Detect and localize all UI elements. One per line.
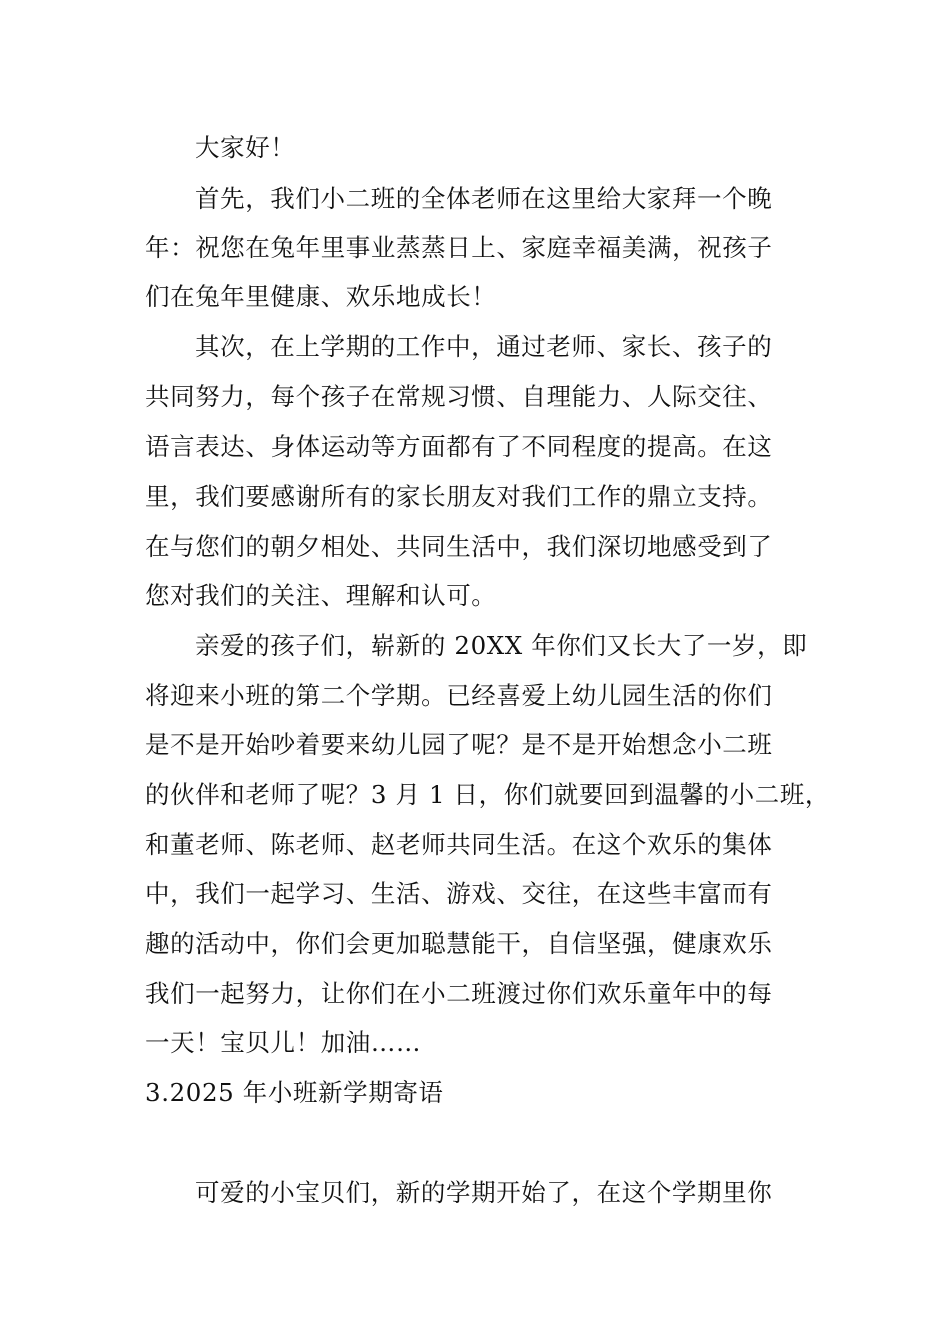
- paragraph-line: 是不是开始吵着要来幼儿园了呢？是不是开始想念小二班: [145, 730, 773, 759]
- paragraph-line: 其次，在上学期的工作中，通过老师、家长、孩子的: [195, 332, 773, 361]
- section-heading: 3.2025 年小班新学期寄语: [145, 1078, 444, 1107]
- paragraph-line: 们在兔年里健康、欢乐地成长！: [145, 282, 497, 311]
- paragraph-line: 亲爱的孩子们，崭新的 20XX 年你们又长大了一岁，即: [195, 631, 808, 660]
- greeting-line: 大家好！: [195, 133, 296, 162]
- paragraph-line: 和董老师、陈老师、赵老师共同生活。在这个欢乐的集体: [145, 830, 773, 859]
- paragraph-line: 的伙伴和老师了呢？3 月 1 日，你们就要回到温馨的小二班，: [145, 780, 831, 809]
- paragraph-line: 里，我们要感谢所有的家长朋友对我们工作的鼎立支持。: [145, 482, 773, 511]
- paragraph-line: 将迎来小班的第二个学期。已经喜爱上幼儿园生活的你们: [145, 681, 773, 710]
- paragraph-line: 您对我们的关注、理解和认可。: [145, 581, 497, 610]
- paragraph-line: 在与您们的朝夕相处、共同生活中，我们深切地感受到了: [145, 532, 773, 561]
- paragraph-line: 我们一起努力，让你们在小二班渡过你们欢乐童年中的每: [145, 979, 773, 1008]
- paragraph-line: 可爱的小宝贝们，新的学期开始了，在这个学期里你: [195, 1178, 773, 1207]
- paragraph-line: 共同努力，每个孩子在常规习惯、自理能力、人际交往、: [145, 382, 773, 411]
- paragraph-line: 语言表达、身体运动等方面都有了不同程度的提高。在这: [145, 432, 773, 461]
- paragraph-line: 中，我们一起学习、生活、游戏、交往，在这些丰富而有: [145, 879, 773, 908]
- paragraph-line: 首先，我们小二班的全体老师在这里给大家拜一个晚: [195, 184, 773, 213]
- paragraph-line: 年：祝您在兔年里事业蒸蒸日上、家庭幸福美满，祝孩子: [145, 233, 773, 262]
- paragraph-line: 趣的活动中，你们会更加聪慧能干，自信坚强，健康欢乐: [145, 929, 773, 958]
- paragraph-line: 一天！宝贝儿！加油……: [145, 1028, 422, 1057]
